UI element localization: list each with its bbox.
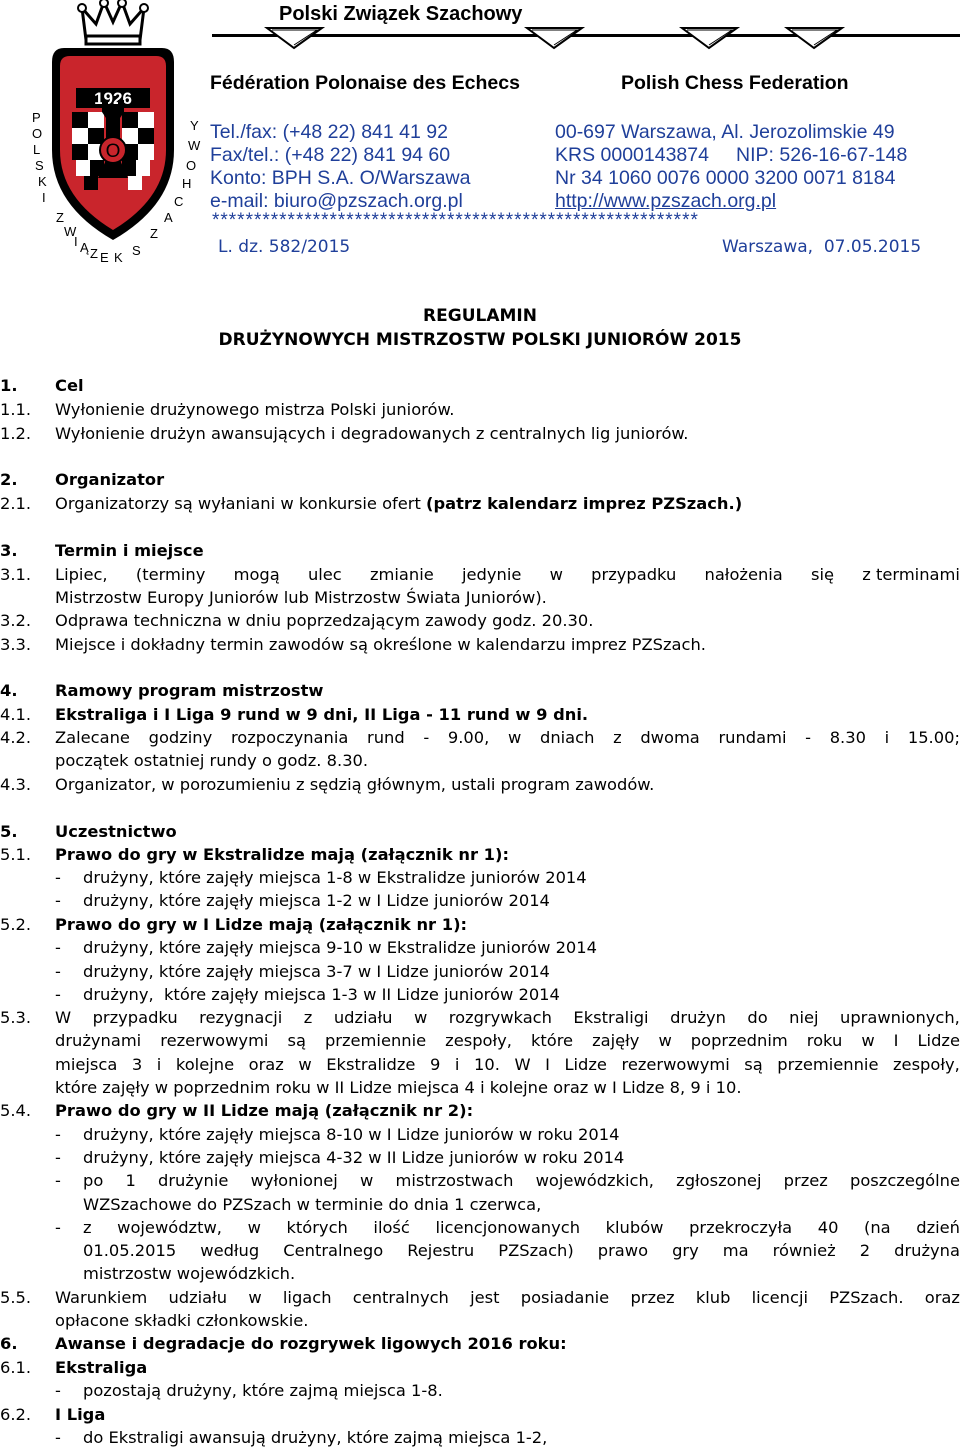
word: W [514,1055,531,1074]
word: przez [783,1171,828,1190]
word: drużynami [55,1031,142,1050]
word: PZSzach) [498,1241,574,1260]
word: z [613,728,622,747]
word: i [884,728,890,747]
section-4-2: 4.2. Zalecane godziny rozpoczynania rund - 9.00, w dniach z dwoma rundami - 8.30 i 15.00; [0,728,960,747]
word: roku [806,1031,843,1050]
word: klubów [605,1218,664,1237]
word: zmianie [370,565,434,584]
word: zespoły, [893,1055,960,1074]
word: i [156,1055,162,1074]
section-5-2: 5.2. Prawo do gry w I Lidze mają (załącznik nr 1): [0,915,468,934]
word: oraz [924,1288,960,1307]
word: zajęły [592,1031,640,1050]
logo-letter: O [105,141,121,162]
contact-account: Nr 34 1060 0076 0000 3200 0071 8184 [555,167,896,189]
section-5-4-item-2: - drużyny, które zajęły miejsca 4-32 w II Lidze juniorów w roku 2014 [55,1148,625,1167]
word: - [805,728,812,747]
word: drużynie [158,1171,229,1190]
word: w [549,565,563,584]
contact-fax: Fax/tel.: (+48 22) 841 94 60 [210,144,451,166]
section-5-4-item-4-line-2 [0,1241,960,1263]
word: miejsca [55,1055,118,1074]
federation-name-fr: Fédération Polonaise des Echecs [210,72,520,94]
word: dniach [540,728,595,747]
section-5-4-item-3: - po 1 drużynie wyłonionej w mistrzostwach wojewódzkich, zgłoszonej przez poszczególne [55,1171,960,1190]
word: jest [470,1288,500,1307]
word: kolejne [175,1055,235,1074]
word: z [303,1008,313,1027]
word: ligach [282,1288,332,1307]
word: mistrzostwach [395,1171,514,1190]
word: Rejestru [407,1241,475,1260]
word: po [83,1171,104,1190]
word: oraz [248,1055,284,1074]
word: udziału [333,1008,393,1027]
svg-text:W: W [188,138,201,153]
word: Lidze [564,1055,607,1074]
contact-address: 00-697 Warszawa, Al. Jerozolimskie 49 [555,121,895,143]
svg-text:Y: Y [190,118,199,133]
word: jedynie [462,565,522,584]
word: rozgrywkach [448,1008,552,1027]
section-6-1-item-1: - pozostają drużyny, które zajmą miejsca 1-8. [55,1381,443,1400]
word: zgłoszonej [676,1171,762,1190]
section-5-4-item-3-cont: WZSzachowe do PZSzach w terminie do dnia 1 czerwca, [83,1195,542,1214]
word: przypadku [92,1008,178,1027]
section-5-4-item-4: - z województw, w których ilość licencjonowanych klubów przekroczyła 40 (na dzień [55,1218,960,1237]
word: posiadanie [520,1288,610,1307]
svg-text:K: K [114,250,123,265]
word: w [360,1171,374,1190]
federation-name-en: Polish Chess Federation [621,72,849,94]
word: rundami [718,728,787,747]
section-5-3-line-3 [0,1055,960,1077]
word: rezerwowymi [621,1055,730,1074]
svg-text:I: I [74,234,78,249]
word: 3 [131,1055,143,1074]
section-4-3: 4.3. Organizator, w porozumieniu z sędzią głównym, ustali program zawodów. [0,775,655,794]
word: wyłonionej [250,1171,338,1190]
word: (na [864,1218,891,1237]
federation-title: Polski Związek Szachowy [279,3,523,25]
section-5-3-line-2 [0,1031,960,1053]
word: 2 [859,1241,871,1260]
word: również [772,1241,836,1260]
word: prawo [597,1241,649,1260]
word: uprawnionych, [840,1008,960,1027]
word: które [530,1031,574,1050]
word: drużyn [670,1008,726,1027]
section-3-heading: 3. Termin i miejsce [0,541,204,560]
doc-subtitle: DRUŻYNOWYCH MISTRZOSTW POLSKI JUNIORÓW 2015 [218,330,742,350]
section-2-1: 2.1. Organizatorzy są wyłaniani w konkursie ofert (patrz kalendarz imprez PZSzach.) [0,494,743,513]
section-1-2: 1.2. Wyłonienie drużyn awansujących i degradowanych z centralnych lig juniorów. [0,424,689,443]
word: w [508,728,522,747]
word: przypadku [591,565,677,584]
word: 40 [817,1218,839,1237]
section-3-1: 3.1. Lipiec, (terminy mogą ulec zmianie jedynie w przypadku nałożenia się z terminami [0,565,960,584]
word: I [893,1031,899,1050]
svg-text:W: W [64,224,77,239]
word: się [811,565,835,584]
word: ilość [373,1218,410,1237]
svg-text:E: E [100,250,109,265]
word: zespoły, [445,1031,512,1050]
svg-text:P: P [32,110,41,125]
section-4-2-cont: początek ostatniej rundy o godz. 8.30. [55,751,369,770]
word: 1 [125,1171,136,1190]
section-6-2-heading: 6.2. I Liga [0,1405,106,1424]
word: przemiennie [777,1055,879,1074]
word: dzień [916,1218,960,1237]
word: godziny [148,728,213,747]
doc-title: REGULAMIN [423,306,537,326]
section-5-5: 5.5. Warunkiem udziału w ligach centralnych jest posiadanie przez klub licencji PZSzach. oraz [0,1288,960,1307]
section-5-1-item-1: - drużyny, które zajęły miejsca 1-8 w Ekstralidze juniorów 2014 [55,868,587,887]
word: Zalecane [55,728,130,747]
section-5-2-item-3: - drużyny, które zajęły miejsca 1-3 w II Lidze juniorów 2014 [55,985,560,1004]
svg-text:Z: Z [56,210,64,225]
word: Lipiec, [55,565,108,584]
word: Centralnego [283,1241,384,1260]
word: z [83,1218,92,1237]
word: przez [630,1288,675,1307]
contact-krs: KRS 0000143874 NIP: 526-16-67-148 [555,144,908,166]
word: w [658,1031,672,1050]
word: udziału [168,1288,228,1307]
svg-text:Z: Z [150,226,158,241]
word: poprzednim [690,1031,788,1050]
section-4-heading: 4. Ramowy program mistrzostw [0,681,324,700]
word: PZSzach. [829,1288,904,1307]
word: licencjonowanych [435,1218,581,1237]
reference-number: L. dz. 582/2015 [218,237,351,257]
word: W [55,1008,72,1027]
section-5-4: 5.4. Prawo do gry w II Lidze mają (załącznik nr 2): [0,1101,474,1120]
word: 8.30 [829,728,866,747]
word: 01.05.2015 [83,1241,177,1260]
section-3-2: 3.2. Odprawa techniczna w dniu poprzedzającym zawody godz. 20.30. [0,611,594,630]
section-5-2-item-2: - drużyny, które zajęły miejsca 3-7 w I Lidze juniorów 2014 [55,962,550,981]
word: z terminami [862,565,960,584]
section-5-3-line-4: które zajęły w poprzednim roku w II Lidze miejsca 4 i kolejne oraz w I Lidze 8, 9 i 10. [55,1078,742,1097]
svg-text:L: L [33,142,41,157]
svg-text:Z: Z [90,246,98,261]
word: centralnych [352,1288,449,1307]
word: 15.00; [907,728,960,747]
word: Warunkiem [55,1288,148,1307]
word: w [413,1008,428,1027]
svg-text:C: C [174,194,184,209]
word: i [454,1055,460,1074]
word: klub [695,1288,731,1307]
svg-text:S: S [132,243,141,258]
section-5-1-item-2: - drużyny, które zajęły miejsca 1-2 w I Lidze juniorów 2014 [55,891,550,910]
section-5-heading: 5. Uczestnictwo [0,822,177,841]
word: rund [367,728,405,747]
word: w [861,1031,875,1050]
section-1-1: 1.1. Wyłonienie drużynowego mistrza Polski juniorów. [0,400,455,419]
svg-text:Ą: Ą [80,240,89,255]
word: przemiennie [324,1031,427,1050]
word: ma [722,1241,749,1260]
word: 9.00, [447,728,490,747]
section-5-4-item-1: - drużyny, które zajęły miejsca 8-10 w I Lidze juniorów w roku 2014 [55,1125,620,1144]
section-1-heading: 1. Cel [0,376,84,395]
word: rezygnacji [199,1008,283,1027]
section-3-1-cont: Mistrzostw Europy Juniorów lub Mistrzostw Świata Juniorów). [55,588,547,607]
svg-text:O: O [32,126,43,141]
word: nałożenia [704,565,783,584]
word: niej [789,1008,819,1027]
word: I [545,1055,550,1074]
word: przekroczyła [689,1218,793,1237]
word: w [247,1218,261,1237]
word: mogą [233,565,280,584]
word: ulec [307,565,342,584]
document-date: Warszawa, 07.05.2015 [722,237,922,257]
section-5-4-item-4-line-3: mistrzostw wojewódzkich. [83,1264,296,1283]
section-2-heading: 2. Organizator [0,470,165,489]
logo-year: 1926 [94,89,132,108]
word: gry [672,1241,699,1260]
section-5-1: 5.1. Prawo do gry w Ekstralidze mają (załącznik nr 1): [0,845,509,864]
word: drużyna [894,1241,960,1260]
section-4-1: 4.1. Ekstraliga i I Liga 9 rund w 9 dni, II Liga - 11 rund w 9 dni. [0,705,589,724]
svg-text:H: H [182,176,192,191]
word: 9 [430,1055,441,1074]
word: w [298,1055,312,1074]
word: są [744,1055,763,1074]
svg-text:K: K [38,174,47,189]
section-6-2-item-1: - do Ekstraligi awansują drużyny, które zajmą miejsca 1-2, [55,1428,548,1447]
word: są [287,1031,306,1050]
section-5-3: 5.3. W przypadku rezygnacji z udziału w rozgrywkach Ekstraligi drużyn do niej uprawnionych, [0,1008,960,1027]
word: których [286,1218,348,1237]
word: (terminy [135,565,206,584]
word: - [423,728,430,747]
word: wojewódzkich, [535,1171,654,1190]
word: rezerwowymi [160,1031,269,1050]
word: Lidze [917,1031,960,1050]
svg-text:I: I [42,190,46,205]
word: do [747,1008,768,1027]
word: dwoma [640,728,700,747]
section-3-3: 3.3. Miejsce i dokładny termin zawodów są określone w kalendarzu imprez PZSzach. [0,635,706,654]
section-5-5-cont: opłacone składki członkowskie. [55,1311,309,1330]
svg-text:S: S [35,158,44,173]
svg-text:A: A [164,210,173,225]
word: Ekstralidze [326,1055,416,1074]
word: poszczególne [850,1171,960,1190]
stars-divider: ********************************************************** [212,210,699,231]
word: 10. [473,1055,500,1074]
contact-tel: Tel./fax: (+48 22) 841 41 92 [210,121,448,143]
word: w [248,1288,262,1307]
word: rozpoczynania [230,728,349,747]
word: według [200,1241,260,1260]
section-6-heading: 6. Awanse i degradacje do rozgrywek ligowych 2016 roku: [0,1334,567,1353]
svg-text:O: O [186,158,197,173]
contact-email[interactable]: e-mail: biuro@pzszach.org.pl [210,190,463,212]
word: Ekstraligi [573,1008,649,1027]
section-5-2-item-1: - drużyny, które zajęły miejsca 9-10 w Ekstralidze juniorów 2014 [55,938,598,957]
website-link[interactable]: http://www.pzszach.org.pl [555,190,777,212]
contact-konto: Konto: BPH S.A. O/Warszawa [210,167,471,189]
word: województw, [117,1218,222,1237]
word: licencji [751,1288,808,1307]
section-6-1-heading: 6.1. Ekstraliga [0,1358,148,1377]
